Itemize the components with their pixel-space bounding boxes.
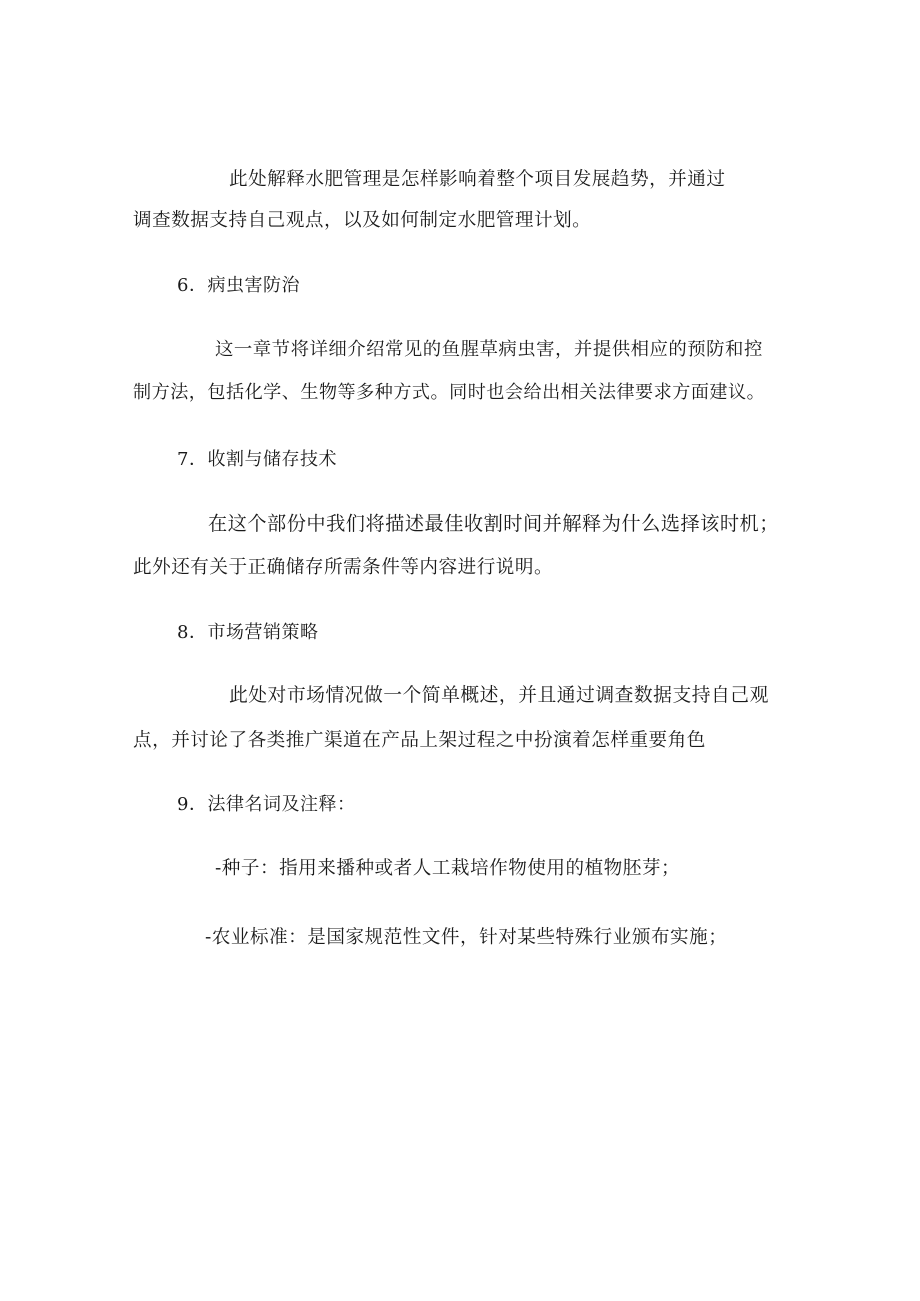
section-6-heading: 6．病虫害防治: [177, 275, 300, 296]
water-fertilizer-line-1: 此处解释水肥管理是怎样影响着整个项目发展趋势，并通过: [229, 169, 726, 190]
section-7-heading: 7．收割与储存技术: [177, 449, 337, 470]
section-8-line-2: 点，并讨论了各类推广渠道在产品上架过程之中扮演着怎样重要角色: [133, 730, 706, 751]
legal-term-agricultural-standard: -农业标准：是国家规范性文件，针对某些特殊行业颁布实施；: [205, 927, 728, 948]
section-7-line-1: 在这个部份中我们将描述最佳收割时间并解释为什么选择该时机；: [208, 512, 779, 535]
section-6-line-2: 制方法，包括化学、生物等多种方式。同时也会给出相关法律要求方面建议。: [133, 382, 766, 403]
water-fertilizer-line-2: 调查数据支持自己观点，以及如何制定水肥管理计划。: [133, 210, 592, 231]
section-7-line-2: 此外还有关于正确储存所需条件等内容进行说明。: [133, 557, 554, 578]
section-6-line-1: 这一章节将详细介绍常见的鱼腥草病虫害，并提供相应的预防和控: [215, 339, 763, 360]
section-8-heading: 8．市场营销策略: [177, 622, 319, 643]
section-9-heading: 9．法律名词及注释：: [177, 794, 356, 815]
legal-term-seed: -种子：指用来播种或者人工栽培作物使用的植物胚芽；: [215, 858, 681, 879]
section-8-line-1: 此处对市场情况做一个简单概述，并且通过调查数据支持自己观: [229, 685, 769, 706]
